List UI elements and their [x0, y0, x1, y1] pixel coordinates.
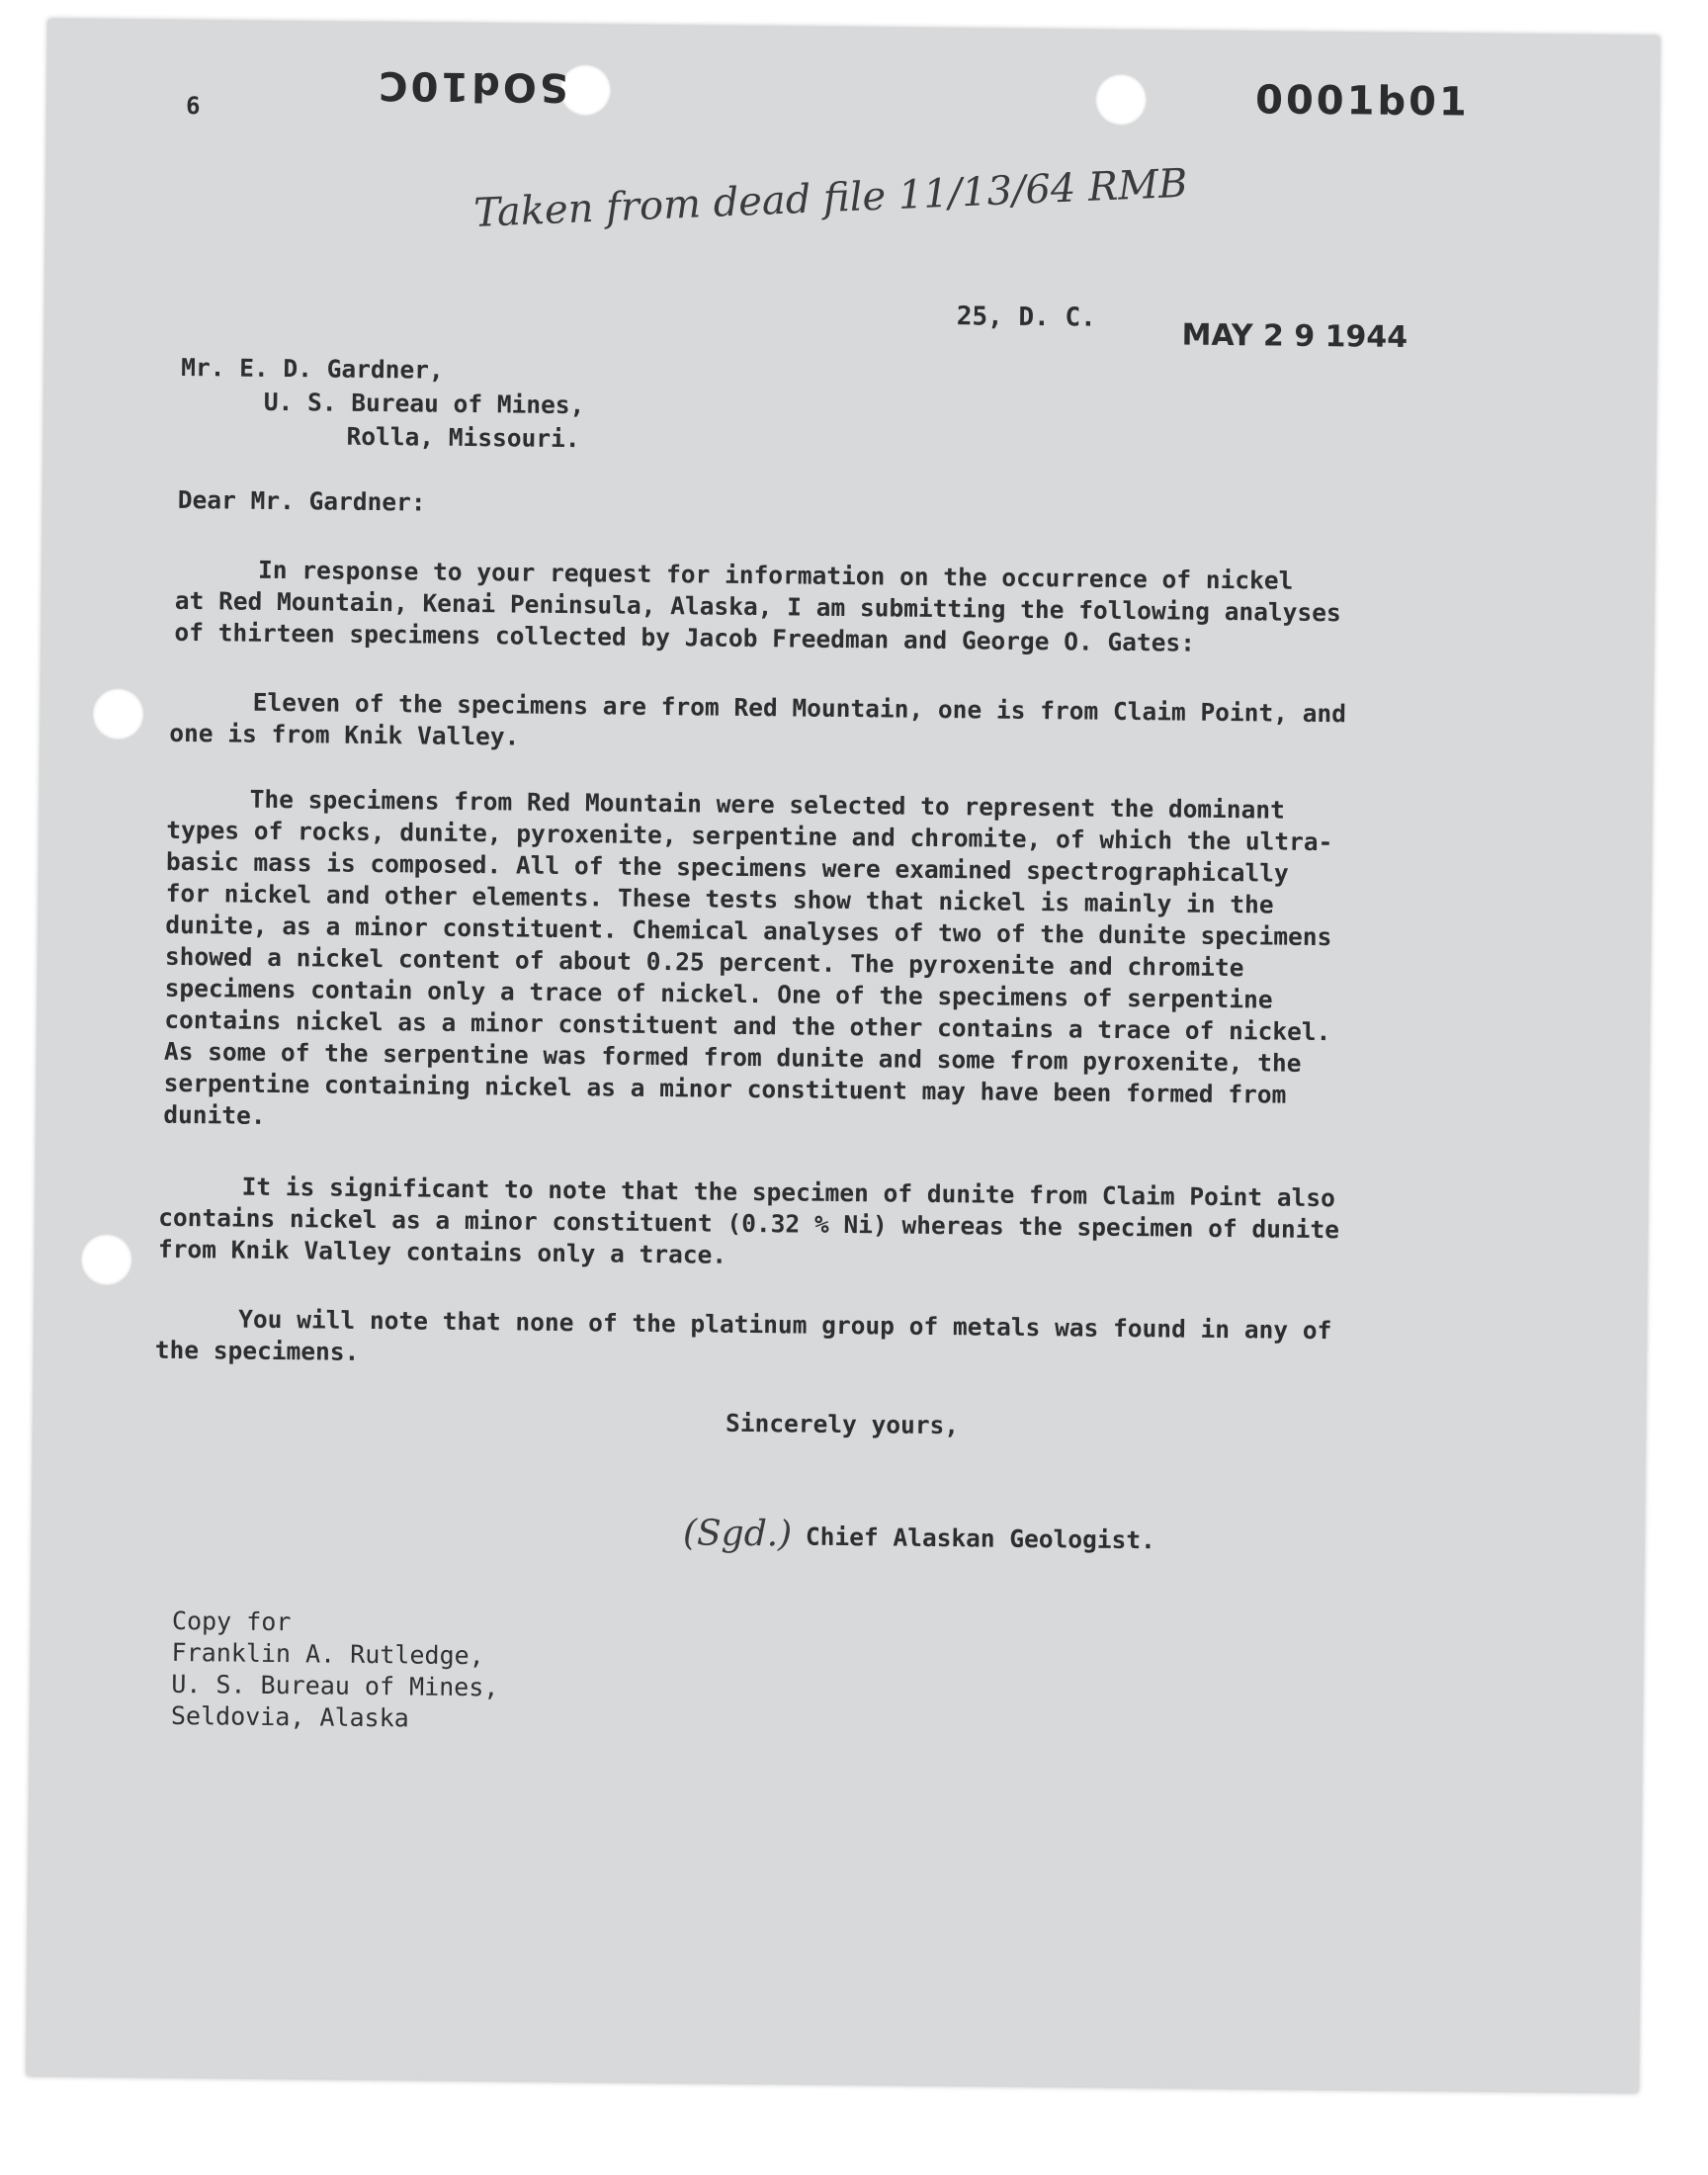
paragraph-3-line: serpentine containing nickel as a minor constituent may have been formed from — [163, 1068, 1287, 1109]
paragraph-3-line: showed a nickel content of about 0.25 percent. The pyroxenite and chromite — [164, 941, 1244, 983]
paragraph-3-line: types of rocks, dunite, pyroxenite, serpentine and chromite, of which the ultra- — [166, 815, 1333, 857]
signature-title: Chief Alaskan Geologist. — [805, 1522, 1156, 1555]
recipient-line: Mr. E. D. Gardner, — [181, 352, 444, 385]
copy-for-line: Seldovia, Alaska — [170, 1700, 409, 1733]
paragraph-3-line: basic mass is composed. All of the specimens were examined spectrographically — [165, 846, 1289, 888]
salutation: Dear Mr. Gardner: — [177, 484, 426, 517]
paragraph-3-line: contains nickel as a minor constituent and the other contains a trace of nickel. — [164, 1004, 1331, 1047]
page-number: 6 — [185, 91, 201, 121]
recipient-line: U. S. Bureau of Mines, — [263, 387, 585, 420]
copy-for-line: Franklin A. Rutledge, — [171, 1637, 484, 1671]
closing: Sincerely yours, — [725, 1408, 960, 1440]
punch-hole-top-right — [1095, 74, 1148, 127]
copy-for-line: Copy for — [171, 1606, 292, 1637]
file-stamp-left: SOd10C — [376, 61, 568, 111]
letter-page — [27, 20, 1660, 2093]
copy-for-line: U. S. Bureau of Mines, — [171, 1669, 499, 1702]
paragraph-3-line: dunite. — [163, 1099, 266, 1130]
paragraph-3-line: for nickel and other elements. These tests show that nickel is mainly in the — [165, 878, 1274, 919]
paragraph-4-line: It is significant to note that the specimen of dunite from Claim Point also — [241, 1172, 1335, 1213]
paragraph-1-line: at Red Mountain, Kenai Peninsula, Alaska, I am submitting the following analyses — [174, 585, 1341, 628]
paragraph-2-line: one is from Knik Valley. — [169, 718, 520, 751]
paragraph-5-line: You will note that none of the platinum group of metals was found in any of — [238, 1304, 1332, 1346]
paragraph-3-line: specimens contain only a trace of nickel. One of the specimens of serpentine — [164, 973, 1273, 1014]
location-line: 25, D. C. — [956, 302, 1096, 333]
paragraph-4-line: from Knik Valley contains only a trace. — [157, 1234, 727, 1269]
signature-handwritten: (Sgd.) — [682, 1513, 793, 1555]
recipient-line: Rolla, Missouri. — [346, 421, 580, 454]
paragraph-4-line: contains nickel as a minor constituent (0.32 % Ni) whereas the specimen of dunite — [158, 1202, 1340, 1245]
paragraph-1-line: of thirteen specimens collected by Jacob Freedman and George O. Gates: — [174, 617, 1196, 657]
paragraph-1-line: In response to your request for information on the occurrence of nickel — [257, 555, 1294, 595]
paragraph-5-line: the specimens. — [154, 1335, 360, 1366]
handwritten-note: Taken from dead file 11/13/64 RMB — [472, 160, 1189, 236]
file-stamp-right: 0001b01 — [1254, 77, 1470, 126]
date-stamp: MAY 2 9 1944 — [1181, 317, 1409, 355]
punch-hole-left-upper — [92, 688, 144, 740]
paragraph-3-line: The specimens from Red Mountain were selected to represent the dominant — [249, 784, 1286, 825]
paragraph-3-line: dunite, as a minor constituent. Chemical analyses of two of the dunite specimens — [165, 910, 1332, 952]
paragraph-3-line: As some of the serpentine was formed from dunite and some from pyroxenite, the — [163, 1036, 1302, 1078]
paragraph-2-line: Eleven of the specimens are from Red Mountain, one is from Claim Point, and — [252, 687, 1347, 729]
punch-hole-left-lower — [81, 1234, 133, 1286]
